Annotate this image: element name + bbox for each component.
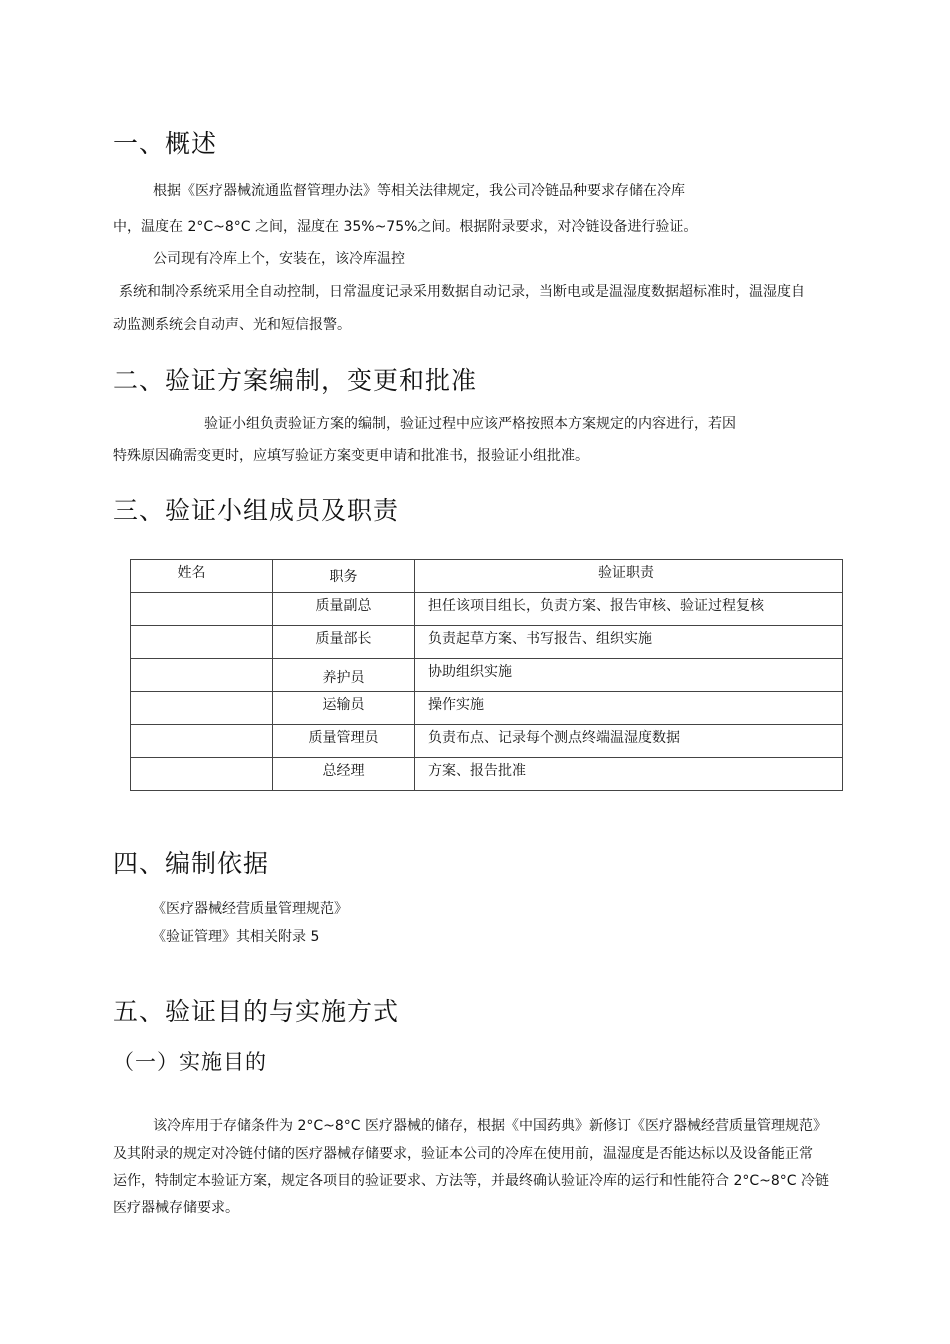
cell-position: 质量副总 [273,593,415,626]
paragraph-line: 系统和制冷系统采用全自动控制，日常温度记录采用数据自动记录，当断电或是温湿度数据超标准时，温湿度自 [119,284,805,300]
paragraph-line: 运作，特制定本验证方案，规定各项目的验证要求、方法等，并最终确认验证冷库的运行和性能符合 2°C~8°C 冷链 [113,1173,829,1189]
cell-duty: 方案、报告批准 [415,758,843,791]
paragraph-line: 特殊原因确需变更时，应填写验证方案变更申请和批准书，报验证小组批准。 [113,448,589,464]
paragraph-line: 动监测系统会自动声、光和短信报警。 [113,317,351,333]
section-heading-overview: 一、概述 [113,129,218,158]
table-row [131,758,843,791]
cell-position: 质量管理员 [273,725,415,758]
section-heading-basis: 四、编制依据 [113,849,270,878]
cell-name [131,626,273,659]
paragraph-line: 验证小组负责验证方案的编制，验证过程中应该严格按照本方案规定的内容进行，若因 [204,416,736,432]
section-heading-plan: 二、验证方案编制，变更和批准 [113,366,478,395]
cell-name [131,659,273,692]
cell-name [131,758,273,791]
table-row [131,692,843,725]
paragraph-line: 中，温度在 2°C~8°C 之间，湿度在 35%~75%之间。根据附录要求，对冷链设备进行验证。 [113,219,698,235]
team-duty-table [130,559,843,791]
cell-name [131,593,273,626]
section-heading-purpose: 五、验证目的与实施方式 [113,997,400,1026]
paragraph-line: 及其附录的规定对冷链付储的医疗器械存储要求，验证本公司的冷库在使用前，温湿度是否能达标以及设备能正常 [113,1146,813,1162]
reference-line: 《医疗器械经营质量管理规范》 [152,901,348,917]
section-heading-team: 三、验证小组成员及职责 [113,496,400,525]
header-name: 姓名 [131,560,273,593]
table-row [131,593,843,626]
cell-duty: 担任该项目组长，负责方案、报告审核、验证过程复核 [415,593,843,626]
cell-duty: 负责布点、记录每个测点终端温湿度数据 [415,725,843,758]
cell-position: 运输员 [273,692,415,725]
cell-name [131,692,273,725]
header-position: 职务 [273,560,415,593]
cell-position: 养护员 [273,659,415,692]
cell-duty: 负责起草方案、书写报告、组织实施 [415,626,843,659]
table-row [131,659,843,692]
table-header-row [131,560,843,593]
paragraph-line: 根据《医疗器械流通监督管理办法》等相关法律规定，我公司冷链品种要求存储在冷库 [153,183,685,199]
header-responsibility: 验证职责 [415,560,843,593]
cell-position: 总经理 [273,758,415,791]
cell-position: 质量部长 [273,626,415,659]
paragraph-line: 医疗器械存储要求。 [113,1200,239,1216]
cell-name [131,725,273,758]
table-row [131,626,843,659]
table-row [131,725,843,758]
cell-duty: 操作实施 [415,692,843,725]
subsection-heading: （一）实施目的 [113,1050,267,1074]
cell-duty: 协助组织实施 [415,659,843,692]
reference-line: 《验证管理》其相关附录 5 [152,929,320,945]
paragraph-line: 该冷库用于存储条件为 2°C~8°C 医疗器械的储存，根据《中国药典》新修订《医疗器械经营质量管理规范》 [153,1118,827,1134]
paragraph-line: 公司现有冷库上个，安装在，该冷库温控 [153,251,405,267]
